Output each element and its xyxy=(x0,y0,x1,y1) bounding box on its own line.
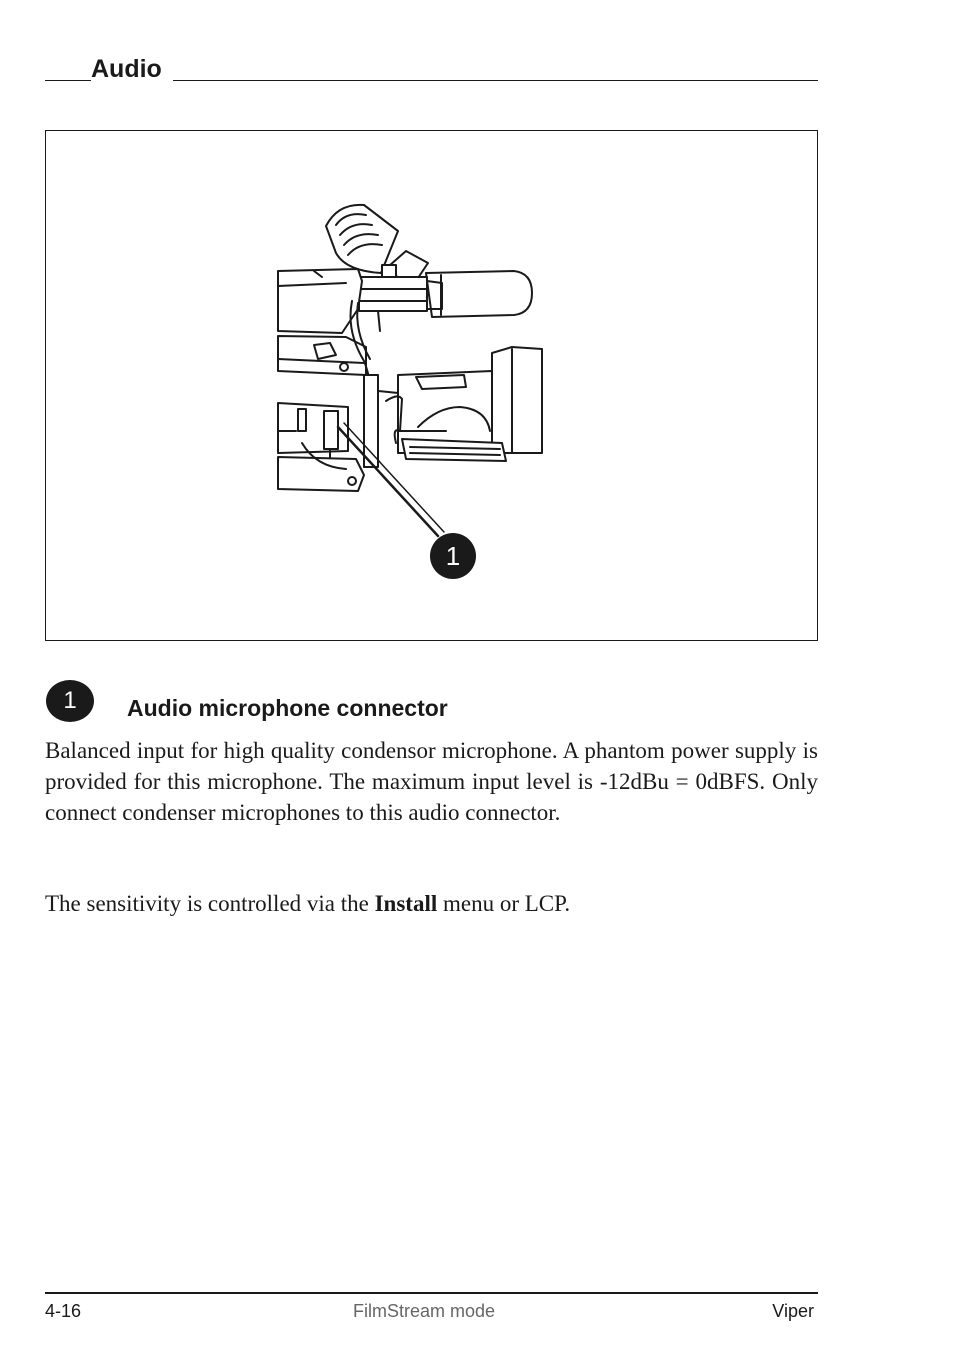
header-rule-right xyxy=(173,80,818,81)
product-name: Viper xyxy=(772,1301,814,1321)
callout-marker-label: 1 xyxy=(445,541,461,571)
header-rule-left xyxy=(45,80,91,81)
footer-rule xyxy=(45,1292,818,1294)
chapter-name: FilmStream mode xyxy=(353,1301,496,1321)
section-header xyxy=(45,52,818,82)
camera-side-illustration xyxy=(46,131,817,640)
item-number-badge: 1 xyxy=(46,680,94,722)
section-title: Audio xyxy=(91,55,162,83)
sensitivity-paragraph xyxy=(45,888,818,919)
install-menu-term: Install xyxy=(374,891,438,916)
page-number: 4-16 xyxy=(45,1301,82,1321)
sensitivity-text-before: The sensitivity is controlled via the xyxy=(45,891,375,916)
description-paragraph: Balanced input for high quality condensor microphone. A phantom power supply is provided for this microphone. The maximum input level is -12dBu = 0dBFS. Only connect condenser microphones to this audio connector. xyxy=(45,738,818,825)
item-title: Audio microphone connector xyxy=(127,695,448,721)
camera-illustration-frame xyxy=(45,130,818,641)
sensitivity-text-after: menu or LCP. xyxy=(437,891,571,916)
